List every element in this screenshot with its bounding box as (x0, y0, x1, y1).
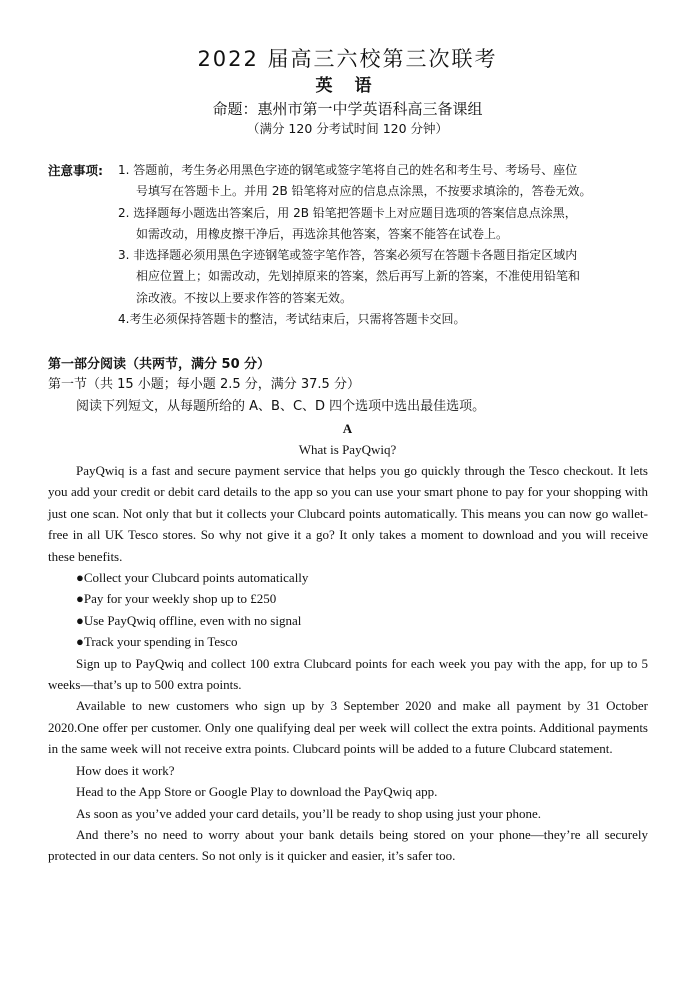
paragraph: Head to the App Store or Google Play to download the PayQwiq app. (76, 784, 438, 800)
paragraph: As soon as you’ve added your card details, you’ll be ready to shop using just your phone. (76, 805, 542, 821)
list-item: ●Use PayQwiq offline, even with no signal (76, 612, 302, 628)
author-line: 命题：惠州市第一中学英语科高三备课组 (212, 100, 483, 118)
section-title: 第一部分阅读（共两节，满分 50 分） (48, 357, 271, 372)
list-item: ●Track your spending in Tesco (76, 634, 238, 650)
paragraph: Sign up to PayQwiq and collect 100 extra Clubcard points for each week you pay with the app, for up to 5 weeks—that’s up to 500 extra points. (48, 655, 648, 693)
subject-title: 英 语 (315, 76, 380, 96)
note-item (118, 203, 648, 246)
section-instruction: 阅读下列短文，从每题所给的 A、B、C、D 四个选项中选出最佳选项。 (76, 399, 486, 414)
passage-letter: A (342, 421, 353, 436)
paragraph: PayQwiq is a fast and secure payment service that helps you go quickly through the Tesco checkout. It lets you add your credit or debit card details to the app so you can use your smart phone to pay for your shopping with just one scan. Not only that but it collects your Clubcard points automatically. This means you can now go wallet-free in all UK Tesco stores. So why not give it a go? It only takes a moment to download and you will receive these benefits. (48, 463, 648, 564)
notes-block (48, 160, 648, 330)
passage-title: What is PayQwiq? (298, 442, 397, 457)
list-item: ●Collect your Clubcard points automatically (76, 570, 309, 586)
passage-body (48, 460, 648, 867)
exam-title: 2022 届高三六校第三次联考 (197, 47, 498, 71)
note-line: 2. 选择题每小题选出答案后，用 2B 铅笔把答题卡上对应题目选项的答案信息点涂黑， (118, 205, 577, 220)
note-line: 如需改动，用橡皮擦干净后，再选涂其他答案，答案不能答在试卷上。 (136, 226, 509, 241)
score-note: （满分 120 分考试时间 120 分钟） (246, 121, 449, 136)
note-item (118, 245, 648, 309)
note-line: 涂改液。不按以上要求作答的答案无效。 (136, 290, 353, 305)
note-item (118, 309, 648, 330)
paragraph: Available to new customers who sign up by 3 September 2020 and make all payment by 31 October 2020.One offer per customer. Only one qualifying deal per week will collect the extra points. Additional payments in the same week will not receive extra points. Clubcard points will be added to a future Clubcard statement. (48, 698, 648, 757)
note-line: 1. 答题前，考生务必用黑色字迹的钢笔或签字笔将自己的姓名和考生号、考场号、座位 (118, 163, 578, 177)
note-item (118, 160, 648, 203)
note-line: 3. 非选择题必须用黑色字迹钢笔或签字笔作答，答案必须写在答题卡各题目指定区域内 (118, 248, 578, 263)
list-item: ●Pay for your weekly shop up to £250 (76, 591, 277, 607)
paragraph: How does it work? (76, 762, 175, 778)
note-line: 号填写在答题卡上。并用 2B 铅笔将对应的信息点涂黑，不按要求填涂的，答卷无效。 (136, 184, 592, 199)
note-line: 相应位置上；如需改动，先划掉原来的答案，然后再写上新的答案，不准使用铅笔和 (136, 269, 581, 284)
notes-label: 注意事项: (48, 163, 103, 178)
paragraph: And there’s no need to worry about your bank details being stored on your phone—they’re all securely protected in our data centers. So not only is it quicker and easier, it’s safer too. (48, 826, 648, 864)
note-line: 4.考生必须保持答题卡的整洁，考试结束后，只需将答题卡交回。 (118, 312, 466, 327)
section-subtitle: 第一节（共 15 小题；每小题 2.5 分，满分 37.5 分） (48, 377, 360, 392)
